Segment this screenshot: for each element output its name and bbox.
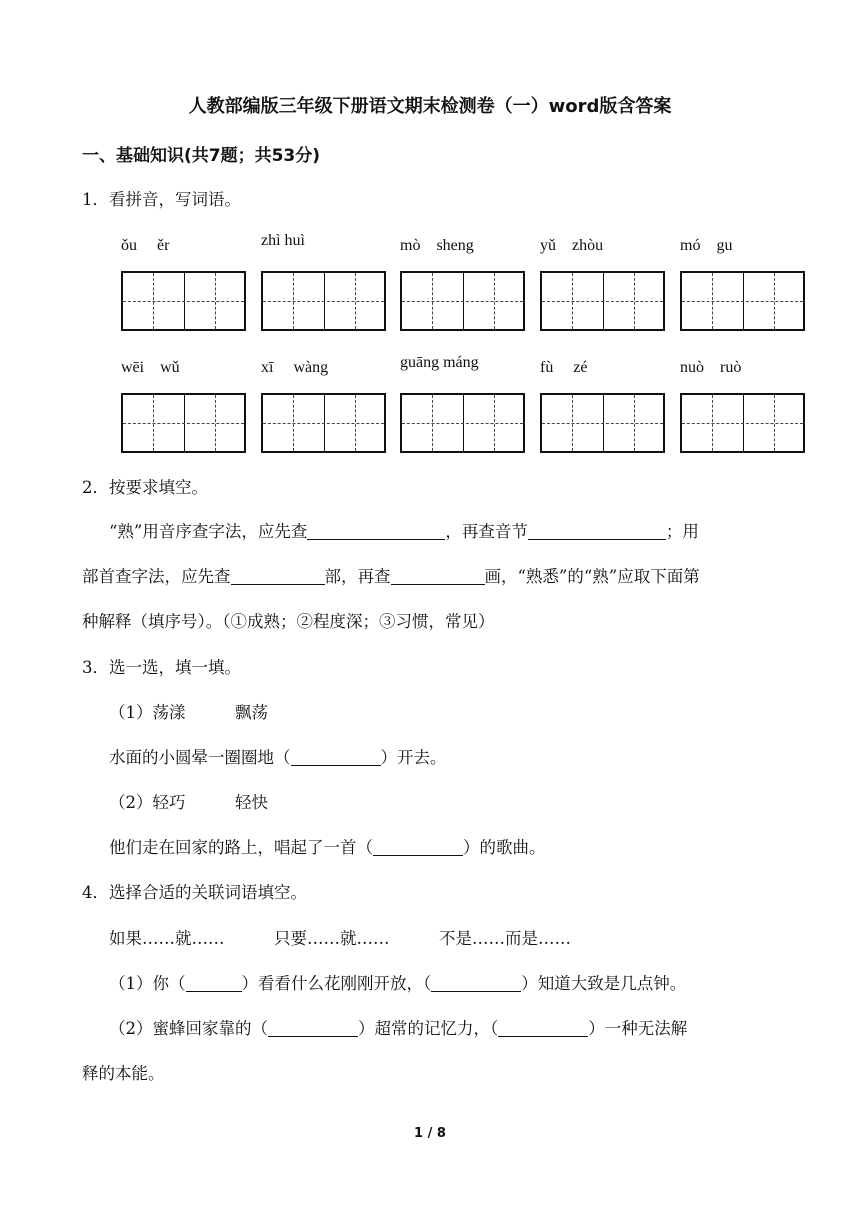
question-2-line: 种解释（填序号）。（①成熟；②程度深；③习惯，常见）: [82, 612, 495, 631]
text-fragment: 他们走在回家的路上，唱起了一首（: [109, 838, 373, 857]
text-fragment: “熟”用音序查字法，应先查: [109, 522, 308, 541]
writing-grid[interactable]: [680, 271, 805, 331]
section-heading: 一、基础知识(共7题；共53分): [82, 146, 321, 166]
text-fragment: ）看看什么花刚刚开放，（: [241, 974, 432, 993]
text-fragment: （2）蜜蜂回家靠的（: [109, 1019, 268, 1038]
answer-blank[interactable]: [186, 975, 242, 993]
question-3-sentence: [109, 834, 546, 858]
pinyin-label: yǔ zhòu: [540, 237, 604, 254]
answer-blank[interactable]: [373, 839, 463, 857]
writing-grid[interactable]: [540, 271, 665, 331]
page-number: 1 / 8: [414, 1126, 446, 1141]
question-2-line: [82, 563, 700, 587]
pinyin-label: xī wàng: [261, 359, 329, 376]
answer-blank[interactable]: [431, 975, 521, 993]
pinyin-label: nuò ruò: [680, 359, 742, 376]
text-fragment: 水面的小圆晕一圈圈地（: [109, 748, 291, 767]
text-fragment: 部，再查: [324, 567, 391, 586]
answer-blank[interactable]: [268, 1020, 358, 1038]
pinyin-label: wēi wǔ: [121, 359, 180, 376]
writing-grid[interactable]: [400, 271, 525, 331]
text-fragment: ；用: [665, 522, 699, 541]
text-fragment: ）开去。: [380, 748, 447, 767]
document-title: 人教部编版三年级下册语文期末检测卷（一）word版含答案: [188, 96, 672, 117]
question-3-stem: 3．选一选，填一填。: [82, 658, 241, 677]
question-4-sentence: [109, 970, 686, 994]
writing-grid[interactable]: [121, 271, 246, 331]
question-3-options: （2）轻巧 轻快: [109, 793, 268, 812]
conjunction-options: 如果……就…… 只要……就…… 不是……而是……: [109, 929, 571, 948]
writing-grid[interactable]: [540, 393, 665, 453]
writing-grid[interactable]: [261, 393, 386, 453]
question-3-sentence: [109, 744, 447, 768]
text-fragment: ）一种无法解: [588, 1019, 688, 1038]
answer-blank[interactable]: [498, 1020, 588, 1038]
text-fragment: 部首查字法，应先查: [82, 567, 231, 586]
question-2-stem: 2．按要求填空。: [82, 478, 208, 497]
answer-blank[interactable]: [231, 568, 325, 586]
writing-grid[interactable]: [261, 271, 386, 331]
question-4-sentence: 释的本能。: [82, 1064, 165, 1083]
question-1-stem: 1．看拼音，写词语。: [82, 190, 241, 209]
question-4-stem: 4．选择合适的关联词语填空。: [82, 883, 307, 902]
text-fragment: ）超常的记忆力，（: [358, 1019, 499, 1038]
writing-grid[interactable]: [400, 393, 525, 453]
answer-blank[interactable]: [291, 749, 381, 767]
pinyin-label: zhì huì: [261, 232, 305, 249]
writing-grid[interactable]: [121, 393, 246, 453]
pinyin-label: mò sheng: [400, 237, 474, 254]
text-fragment: ）的歌曲。: [463, 838, 546, 857]
answer-blank[interactable]: [528, 523, 666, 541]
answer-blank[interactable]: [307, 523, 445, 541]
question-4-sentence: [109, 1015, 687, 1039]
pinyin-label: mó gu: [680, 237, 733, 254]
pinyin-label: ǒu ěr: [121, 237, 170, 254]
text-fragment: ，再查音节: [445, 522, 528, 541]
pinyin-label: fù zé: [540, 359, 588, 376]
pinyin-label: guāng máng: [400, 354, 479, 371]
text-fragment: ）知道大致是几点钟。: [521, 974, 687, 993]
text-fragment: 画，“熟悉”的“熟”应取下面第: [484, 567, 700, 586]
question-3-options: （1）荡漾 飘荡: [109, 703, 268, 722]
writing-grid[interactable]: [680, 393, 805, 453]
answer-blank[interactable]: [391, 568, 485, 586]
question-2-line: [109, 518, 699, 542]
text-fragment: （1）你（: [109, 974, 186, 993]
